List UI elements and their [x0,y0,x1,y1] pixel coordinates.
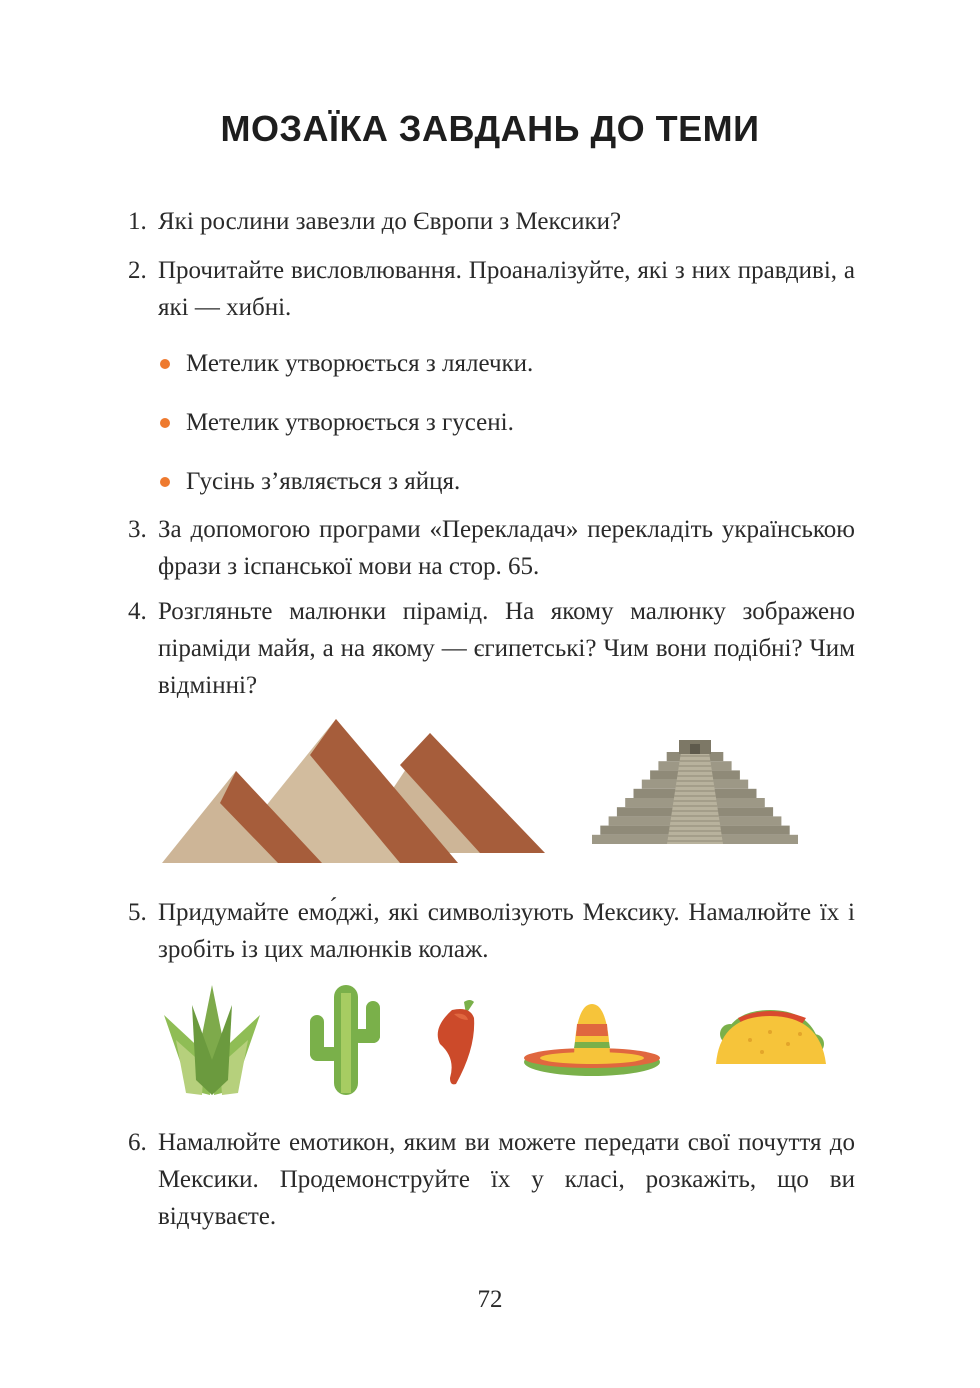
statement-text: Гусінь з’являється з яйця. [186,468,461,495]
chili-pepper-icon [430,998,482,1086]
cactus-icon [308,985,384,1097]
statement-text: Метелик утворюється з гусені. [186,409,514,436]
taco-icon [710,1004,832,1068]
task-text: За допомогою програми «Перекладач» перекладіть українською фрази з іспанської мови на стор. 65. [158,516,855,580]
sombrero-icon [522,1002,662,1080]
task-text: Які рослини завезли до Європи з Мексики? [158,208,622,235]
statement-text: Метелик утворюється з лялечки. [186,350,534,377]
bullet-dot-icon [160,477,170,487]
agave-icon [162,985,262,1097]
task-6 [128,1124,855,1235]
statement-item [160,345,850,382]
task-text: Намалюйте емотикон, яким ви можете передати свої почуття до Мексики. Продемонструйте їх у класі, розкажіть, що ви відчуваєте. [158,1129,855,1230]
task-4 [128,593,855,704]
bullet-dot-icon [160,359,170,369]
task-number: 6. [128,1129,147,1156]
task-number: 1. [128,208,147,235]
page-number: 72 [477,1286,503,1313]
bullet-dot-icon [160,418,170,428]
task-5 [128,894,855,968]
page-title: МОЗАЇКА ЗАВДАНЬ ДО ТЕМИ [220,108,760,149]
task-1 [128,203,855,240]
task-text: Придумайте емо́джі, які символізують Мексику. Намалюйте їх і зробіть із цих малюнків колаж. [158,899,855,963]
statement-item [160,404,850,441]
temple-door [690,744,700,754]
egyptian-pyramids-icon [160,715,550,865]
task-3 [128,511,855,585]
mayan-pyramid-icon [590,738,800,848]
task-2 [128,252,855,326]
task-text: Розгляньте малюнки пірамід. На якому малюнку зображено піраміди майя, а на якому — єгипетські? Чим вони подібні? Чим відмінні? [158,598,855,699]
task-number: 4. [128,598,147,625]
task-number: 3. [128,516,147,543]
statement-item [160,463,850,500]
task-number: 5. [128,899,147,926]
task-text: Прочитайте висловлювання. Проаналізуйте, які з них правдиві, а які — хибні. [158,257,855,321]
task-number: 2. [128,257,147,284]
